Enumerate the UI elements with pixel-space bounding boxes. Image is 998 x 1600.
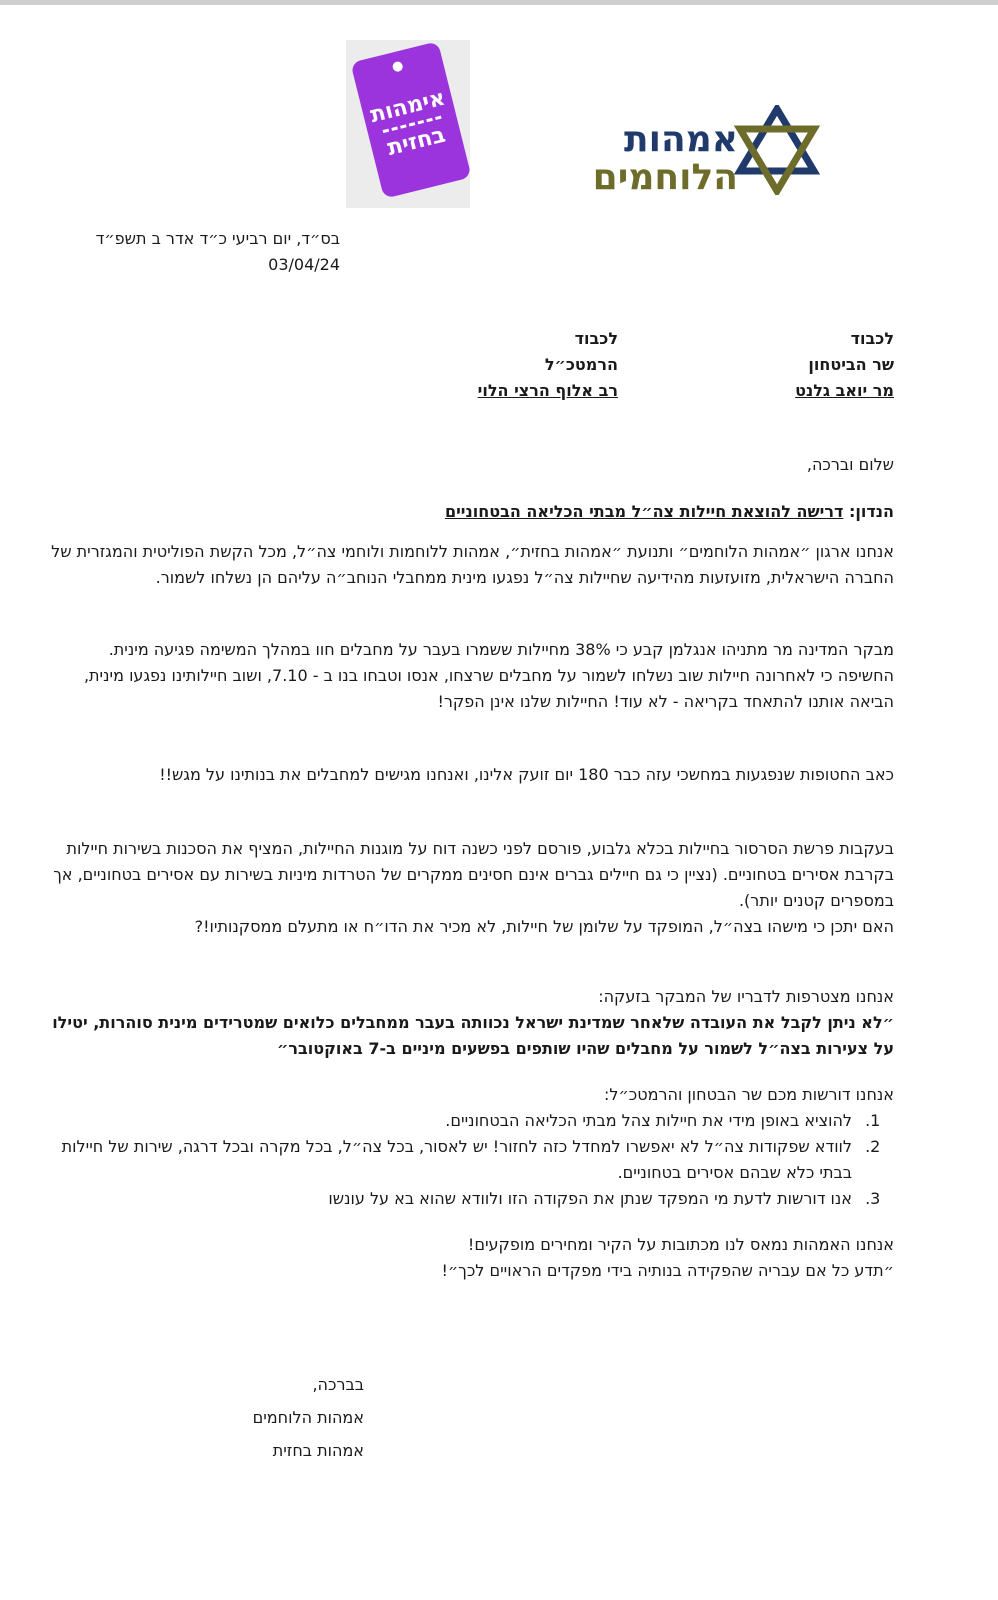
paragraph-join: אנחנו מצטרפות לדבריו של המבקר בזעקה: xyxy=(598,987,894,1006)
logo-tag-line2: בחזית xyxy=(384,122,448,161)
recipient-name: רב אלוף הרצי הלוי xyxy=(477,381,618,400)
list-item: 3. אנו דורשות לדעת מי המפקד שנתן את הפקודה הזו ולוודא שהוא בא על עונשו xyxy=(28,1186,860,1212)
paragraph-text: החשיפה כי לאחרונה חיילות שוב נשלחו לשמור על מחבלים שרצחו, אנסו וטבחו בנו ב - 7.10, ושוב חיילותינו נפגעו מינית, הביאה אותנו להתאחד בקריאה - לא עוד! החיילות שלנו אינן הפקר! xyxy=(83,666,894,711)
imahot-bahazit-logo xyxy=(346,40,470,208)
logo-word-warriors: הלוחמים xyxy=(592,157,738,198)
comptroller-quote: ״לא ניתן לקבל את העובדה שלאחר שמדינת ישראל נכוותה בעבר ממחבלים כלואים שמטרידים מינית סוהרות, יטילו על צעירות בצה״ל לשמור על מחבלים שהיו שותפים בפשעים מיניים ב-7 באוקטובר״ xyxy=(52,1013,894,1058)
subject-prefix: הנדון: xyxy=(848,502,894,521)
recipient-honor: לכבוד xyxy=(850,329,894,348)
recipient-role: שר הביטחון xyxy=(808,355,894,374)
list-item: 1. להוציא באופן מידי את חיילות צהל מבתי הכליאה הבטחוניים. xyxy=(28,1108,860,1134)
date-block xyxy=(40,226,340,278)
signature-org-2: אמהות בחזית xyxy=(272,1441,364,1460)
paragraph-closing xyxy=(46,1232,894,1284)
paragraph-text: מבקר המדינה מר מתניהו אנגלמן קבע כי 38% מחיילות ששמרו בעבר על מחבלים חוו במהלך המשימה פגיעה מינית. xyxy=(108,640,894,659)
paragraph-text: אנחנו האמהות נמאס לנו מכתובות על הקיר ומחירים מופקעים! xyxy=(467,1235,894,1254)
tag-hole xyxy=(392,61,404,73)
purple-tag-icon xyxy=(350,41,471,199)
recipient-name: מר יואב גלנט xyxy=(795,381,894,400)
paragraph-text: ״תדע כל אם עבריה שהפקידה בנותיה בידי מפקדים הראויים לכך״! xyxy=(441,1261,894,1280)
subject-line xyxy=(445,499,894,525)
paragraph-hostages: כאב החטופות שנפגעות במחשכי עזה כבר 180 יום זועק אלינו, ואנחנו מגישים למחבלים את בנותינו על מגש!! xyxy=(159,765,894,784)
recipient-honor: לכבוד xyxy=(574,329,618,348)
star-of-david-icon xyxy=(734,105,820,195)
greeting: שלום וברכה, xyxy=(806,455,894,474)
paragraph-text: בעקבות פרשת הסרסור בחיילות בכלא גלבוע, פורסם לפני כשנה דוח על מוגנות החיילות, המציף את הסכנות בשירות חיילות בקרבת אסירים בטחוניים. (נציין כי גם חיילים גברים אינם חסינים ממקרים של הטרדות מיניות בשירות עם אסירים בטחוניים, אך במספרים קטנים יותר). xyxy=(53,839,894,910)
paragraph-comptroller xyxy=(46,637,894,715)
recipient-defense-minister xyxy=(694,326,894,404)
recipient-chief-of-staff xyxy=(398,326,618,404)
signature-closing: בברכה, xyxy=(312,1375,364,1394)
demands-list xyxy=(28,1108,894,1212)
paragraph-gilboa xyxy=(46,836,894,940)
signature-org-1: אמהות הלוחמים xyxy=(252,1408,364,1427)
hebrew-date: בס״ד, יום רביעי כ״ד אדר ב תשפ״ד xyxy=(95,229,340,248)
logo-word-mothers: אמהות xyxy=(624,119,738,160)
paragraph-demands-intro: אנחנו דורשות מכם שר הבטחון והרמטכ״ל: xyxy=(604,1085,894,1104)
recipient-role: הרמטכ״ל xyxy=(544,355,618,374)
imahot-halochamim-logo xyxy=(580,105,820,205)
subject-title: דרישה להוצאת חיילות צה״ל מבתי הכליאה הבטחוניים xyxy=(444,502,844,521)
paragraph-intro: אנחנו ארגון ״אמהות הלוחמים״ ותנועת ״אמהות בחזית״, אמהות ללוחמות ולוחמי צה״ל, מכל הקשת הפוליטית והמגזרית של החברה הישראלית, מזועזעות מהידיעה שחיילות צה״ל נפגעו מינית ממחבלי הנוחב״ה עליהם הן נשלחו לשמור. xyxy=(51,542,894,587)
gregorian-date: 03/04/24 xyxy=(268,255,340,274)
paragraph-text: האם יתכן כי מישהו בצה״ל, המופקד על שלומן של חיילות, לא מכיר את הדו״ח או מתעלם ממסקנותיו!? xyxy=(194,917,894,936)
logo-tag-line1: אימהות xyxy=(367,85,448,128)
list-item: 2. לוודא שפקודות צה״ל לא יאפשרו למחדל כזה לחזור! יש לאסור, בכל צה״ל, בכל מקרה ובכל דרגה, שירות של חיילות בבתי כלא שבהם אסירים בטחוניים. xyxy=(28,1134,860,1186)
